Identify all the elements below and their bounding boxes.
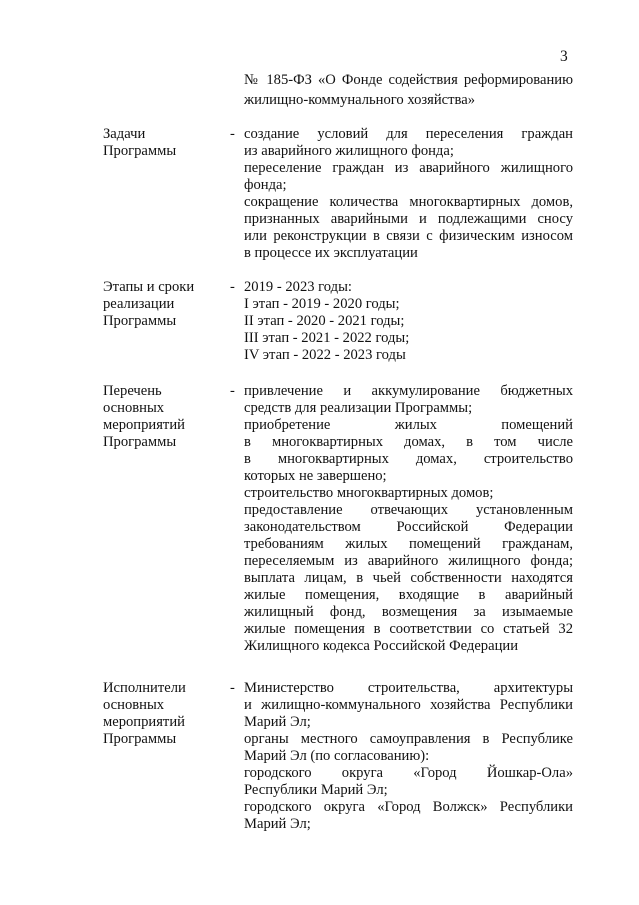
section-label: Программы — [103, 313, 177, 329]
section-label: Этапы и сроки — [103, 279, 195, 295]
section-label: мероприятий — [103, 417, 185, 433]
section-content-line: создание условий для переселения граждан — [244, 126, 573, 142]
intro-line: № 185-ФЗ «О Фонде содействия реформированию — [244, 72, 573, 88]
section-content-line: и жилищно-коммунального хозяйства Республики — [244, 697, 573, 713]
section-content-line: или реконструкции в связи с физическим износом — [244, 228, 573, 244]
intro-line: жилищно-коммунального хозяйства» — [244, 92, 476, 108]
section-content-line: IV этап - 2022 - 2023 годы — [244, 347, 406, 363]
section-content-line: жилые помещения в соответствии со статьей 32 — [244, 621, 573, 637]
section-content-line: приобретение жилых помещений — [244, 417, 573, 433]
section-content-line: в процессе их эксплуатации — [244, 245, 418, 261]
section-content-line: Марий Эл; — [244, 816, 311, 832]
section-content-line: которых не завершено; — [244, 468, 387, 484]
section-label: Исполнители — [103, 680, 186, 696]
section-content-line: выплата лицам, в чьей собственности находятся — [244, 570, 573, 586]
section-content-line: требованиям жилых помещений гражданам, — [244, 536, 573, 552]
section-content-line: городского округа «Город Йошкар-Ола» — [244, 765, 573, 781]
section-label: основных — [103, 697, 165, 713]
section-content-line: переселяемым из аварийного жилищного фонда; — [244, 553, 573, 569]
section-content-line: признанных аварийными и подлежащими сносу — [244, 211, 573, 227]
section-content-line: III этап - 2021 - 2022 годы; — [244, 330, 410, 346]
section-dash: - — [230, 279, 235, 295]
page-number: 3 — [560, 48, 568, 65]
section-label: Программы — [103, 143, 177, 159]
section-content-line: Министерство строительства, архитектуры — [244, 680, 573, 696]
section-label: Перечень — [103, 383, 162, 399]
section-content-line: законодательством Российской Федерации — [244, 519, 573, 535]
section-label: мероприятий — [103, 714, 185, 730]
section-content-line: органы местного самоуправления в Республике — [244, 731, 573, 747]
section-content-line: Марий Эл; — [244, 714, 311, 730]
section-content-line: предоставление отвечающих установленным — [244, 502, 573, 518]
section-label: Задачи — [103, 126, 146, 142]
section-content-line: строительство многоквартирных домов; — [244, 485, 494, 501]
section-content-line: сокращение количества многоквартирных домов, — [244, 194, 573, 210]
section-content-line: Жилищного кодекса Российской Федерации — [244, 638, 519, 654]
section-content-line: средств для реализации Программы; — [244, 400, 473, 416]
section-content-line: жилые помещения, входящие в аварийный — [244, 587, 573, 603]
section-dash: - — [230, 680, 235, 696]
section-label: реализации — [103, 296, 175, 312]
section-label: основных — [103, 400, 165, 416]
section-content-line: I этап - 2019 - 2020 годы; — [244, 296, 400, 312]
section-content-line: 2019 - 2023 годы: — [244, 279, 352, 295]
section-content-line: в многоквартирных домах, строительство — [244, 451, 573, 467]
section-content-line: привлечение и аккумулирование бюджетных — [244, 383, 573, 399]
section-content-line: Республики Марий Эл; — [244, 782, 388, 798]
section-content-line: переселение граждан из аварийного жилищного — [244, 160, 573, 176]
section-content-line: фонда; — [244, 177, 287, 193]
section-dash: - — [230, 126, 235, 142]
section-content-line: жилищный фонд, возмещения за изымаемые — [244, 604, 573, 620]
section-dash: - — [230, 383, 235, 399]
section-label: Программы — [103, 434, 177, 450]
section-content-line: из аварийного жилищного фонда; — [244, 143, 454, 159]
section-content-line: городского округа «Город Волжск» Республики — [244, 799, 573, 815]
section-content-line: в многоквартирных домах, в том числе — [244, 434, 573, 450]
section-content-line: Марий Эл (по согласованию): — [244, 748, 430, 764]
section-content-line: II этап - 2020 - 2021 годы; — [244, 313, 405, 329]
section-label: Программы — [103, 731, 177, 747]
